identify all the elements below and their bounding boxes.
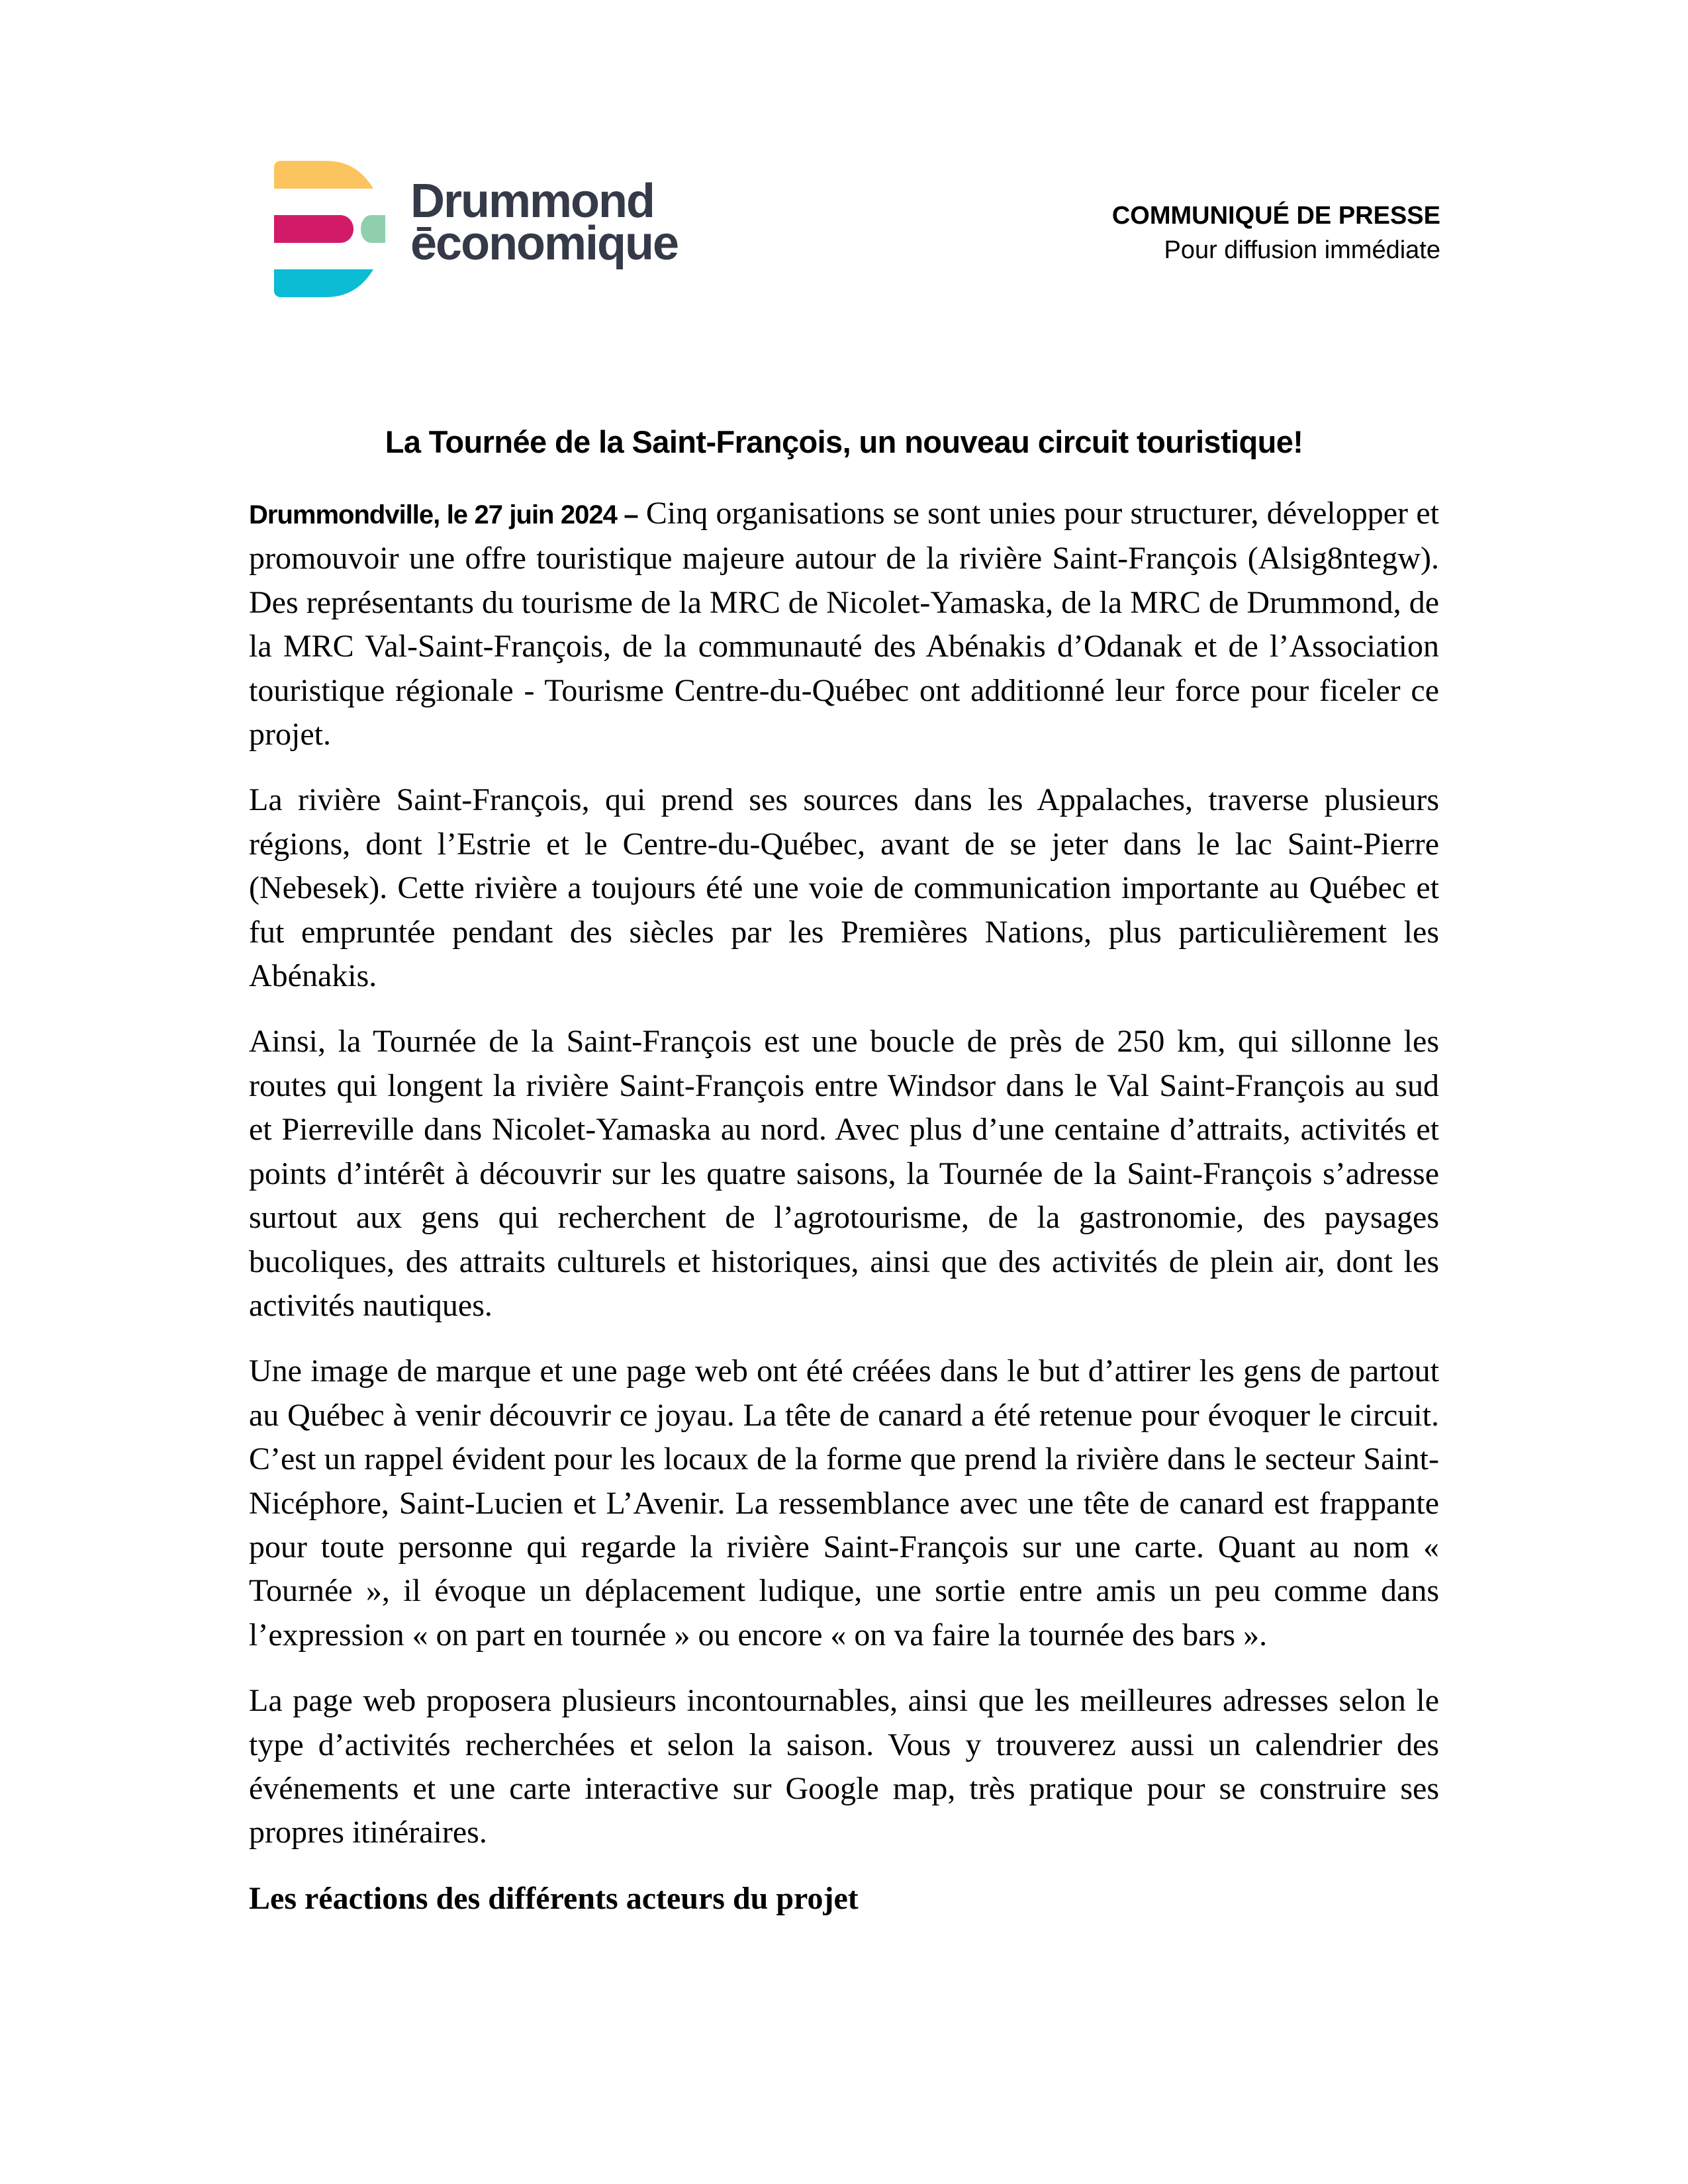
logo-mark-icon: [274, 161, 387, 297]
logo-wordmark: [410, 175, 679, 270]
logo-wordmark-line1: Drummond: [410, 175, 654, 228]
dateline: Drummondville, le 27 juin 2024 –: [249, 500, 638, 529]
release-timing: Pour diffusion immédiate: [1164, 236, 1440, 264]
press-release-header: [1112, 199, 1440, 267]
paragraph-5: La page web proposera plusieurs incontournables, ainsi que les meilleures adresses selon le type d’activités recherchées et selon la saison. Vous y trouverez aussi un calendrier des événements et une carte interactive sur Google map, très pratique pour se construire ses propres itinéraires.: [249, 1683, 1439, 1850]
logo-wordmark-line2: ēconomique: [410, 217, 679, 270]
paragraph-4: Une image de marque et une page web ont été créées dans le but d’attirer les gens de partout au Québec à venir découvrir ce joyau. La tête de canard a été retenue pour évoquer le circuit. C’est un rappel évident pour les locaux de la forme que prend la rivière dans le secteur Saint-Nicéphore, Saint-Lucien et L’Avenir. La ressemblance avec une tête de canard est frappante pour toute personne qui regarde la rivière Saint-François sur une carte. Quant au nom « Tournée », il évoque un déplacement ludique, une sortie entre amis un peu comme dans l’expression « on part en tournée » ou encore « on va faire la tournée des bars ».: [249, 1353, 1439, 1653]
section-heading-reactions: Les réactions des différents acteurs du projet: [249, 1880, 859, 1916]
logo-pink-stripe: [274, 215, 353, 243]
paragraph-1-text: Cinq organisations se sont unies pour structurer, développer et promouvoir une offre touristique majeure autour de la rivière Saint-François (Alsig8ntegw). Des représentants du tourisme de la MRC de Nicolet-Yamaska, de la MRC de Drummond, de la MRC Val-Saint-François, de la communauté des Abénakis d’Odanak et de l’Association touristique régionale - Tourisme Centre-du-Québec ont additionné leur force pour ficeler ce projet.: [249, 496, 1439, 752]
document-title: La Tournée de la Saint-François, un nouveau circuit touristique!: [385, 424, 1303, 459]
paragraph-2: La rivière Saint-François, qui prend ses sources dans les Appalaches, traverse plusieurs régions, dont l’Estrie et le Centre-du-Québec, avant de se jeter dans le lac Saint-Pierre (Nebesek). Cette rivière a toujours été une voie de communication importante au Québec et fut empruntée pendant des siècles par les Premières Nations, plus particulièrement les Abénakis.: [249, 782, 1439, 994]
paragraph-3: Ainsi, la Tournée de la Saint-François est une boucle de près de 250 km, qui sillonne les routes qui longent la rivière Saint-François entre Windsor dans le Val Saint-François au sud et Pierreville dans Nicolet-Yamaska au nord. Avec plus d’une centaine d’attraits, activités et points d’intérêt à découvrir sur les quatre saisons, la Tournée de la Saint-François s’adresse surtout aux gens qui recherchent de l’agrotourisme, de la gastronomie, des paysages bucoliques, des attraits culturels et historiques, ainsi que des activités de plein air, dont les activités nautiques.: [249, 1024, 1439, 1323]
paragraph-1: [249, 492, 1439, 756]
logo-mint-piece: [361, 215, 385, 243]
logo-cyan-stripe: [274, 269, 373, 297]
logo-yellow-stripe: [274, 161, 373, 189]
press-release-label: COMMUNIQUÉ DE PRESSE: [1111, 202, 1440, 230]
drummond-economique-logo: [274, 161, 698, 300]
document-body: [249, 492, 1439, 1921]
